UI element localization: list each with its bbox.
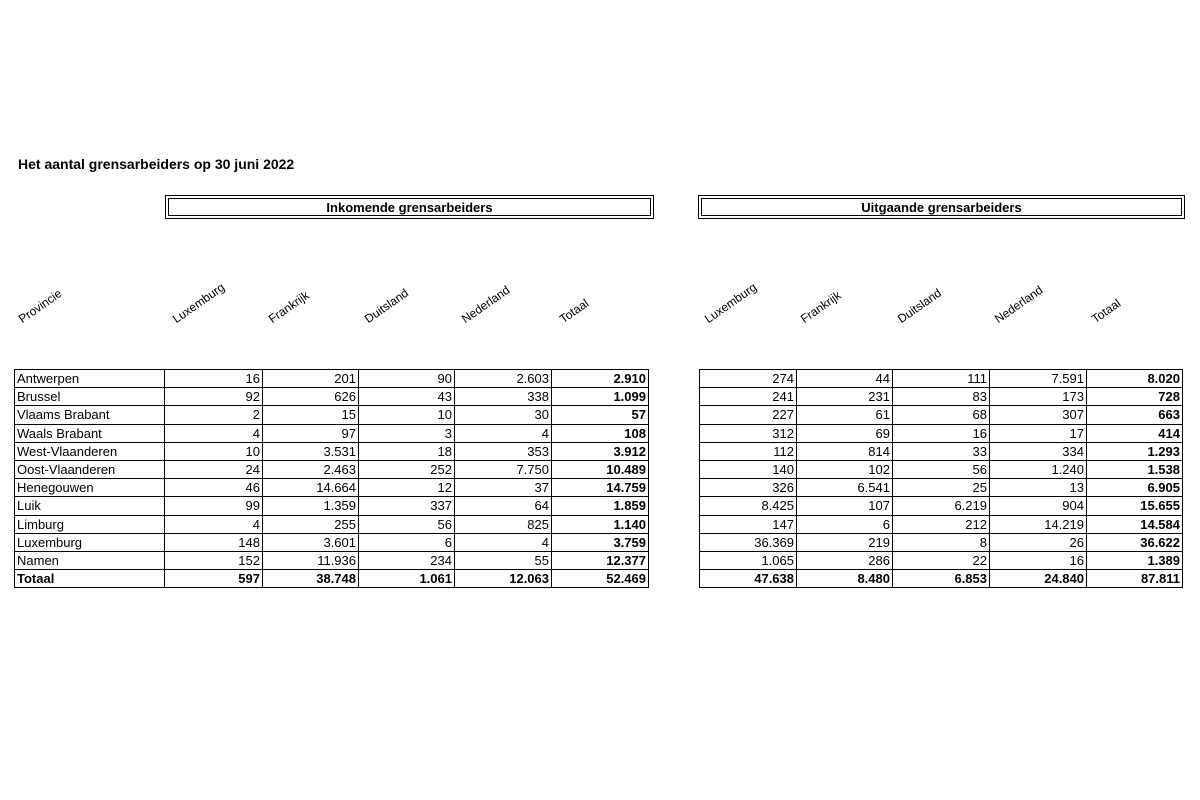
outgoing-cell: 69 — [797, 424, 893, 442]
out-col-header-luxemburg: Luxemburg — [701, 280, 760, 326]
incoming-cell: 57 — [552, 406, 649, 424]
outgoing-cell: 334 — [990, 442, 1087, 460]
outgoing-cell: 14.584 — [1087, 515, 1183, 533]
page-title: Het aantal grensarbeiders op 30 juni 2022 — [18, 156, 295, 172]
incoming-cell: 2.603 — [455, 370, 552, 388]
outgoing-cell: 68 — [893, 406, 990, 424]
incoming-cell: 1.061 — [359, 570, 455, 588]
outgoing-cell: 47.638 — [700, 570, 797, 588]
incoming-cell: 234 — [359, 551, 455, 569]
incoming-header: Inkomende grensarbeiders — [168, 198, 651, 216]
incoming-cell: 43 — [359, 388, 455, 406]
incoming-header-box — [165, 195, 654, 219]
incoming-cell: 337 — [359, 497, 455, 515]
incoming-table-row — [15, 406, 649, 424]
in-col-header-frankrijk: Frankrijk — [265, 288, 312, 326]
outgoing-cell: 1.293 — [1087, 442, 1183, 460]
outgoing-cell: 25 — [893, 479, 990, 497]
outgoing-cell: 83 — [893, 388, 990, 406]
in-col-header-totaal: Totaal — [556, 296, 592, 326]
outgoing-cell: 14.219 — [990, 515, 1087, 533]
outgoing-table-row — [700, 442, 1183, 460]
incoming-cell: 55 — [455, 551, 552, 569]
incoming-cell: 4 — [165, 424, 263, 442]
outgoing-cell: 219 — [797, 533, 893, 551]
outgoing-cell: 13 — [990, 479, 1087, 497]
outgoing-cell: 663 — [1087, 406, 1183, 424]
incoming-cell: 38.748 — [263, 570, 359, 588]
outgoing-cell: 16 — [893, 424, 990, 442]
outgoing-cell: 8.020 — [1087, 370, 1183, 388]
incoming-cell: 18 — [359, 442, 455, 460]
province-name: Namen — [15, 551, 165, 569]
incoming-cell: 10 — [359, 406, 455, 424]
incoming-cell: 201 — [263, 370, 359, 388]
outgoing-cell: 15.655 — [1087, 497, 1183, 515]
incoming-cell: 626 — [263, 388, 359, 406]
outgoing-cell: 26 — [990, 533, 1087, 551]
incoming-cell: 3.759 — [552, 533, 649, 551]
outgoing-cell: 107 — [797, 497, 893, 515]
incoming-cell: 353 — [455, 442, 552, 460]
outgoing-table-row — [700, 388, 1183, 406]
incoming-cell: 2.910 — [552, 370, 649, 388]
outgoing-cell: 56 — [893, 460, 990, 478]
outgoing-cell: 16 — [990, 551, 1087, 569]
outgoing-cell: 241 — [700, 388, 797, 406]
in-col-header-nederland: Nederland — [458, 282, 513, 326]
incoming-cell: 6 — [359, 533, 455, 551]
incoming-cell: 597 — [165, 570, 263, 588]
province-name: Vlaams Brabant — [15, 406, 165, 424]
incoming-cell: 252 — [359, 460, 455, 478]
incoming-cell: 1.859 — [552, 497, 649, 515]
outgoing-cell: 231 — [797, 388, 893, 406]
outgoing-header: Uitgaande grensarbeiders — [701, 198, 1182, 216]
outgoing-table-row — [700, 551, 1183, 569]
province-name: Oost-Vlaanderen — [15, 460, 165, 478]
incoming-table-row — [15, 442, 649, 460]
outgoing-table-row — [700, 406, 1183, 424]
incoming-cell: 4 — [455, 533, 552, 551]
incoming-cell: 64 — [455, 497, 552, 515]
outgoing-cell: 22 — [893, 551, 990, 569]
outgoing-cell: 173 — [990, 388, 1087, 406]
incoming-cell: 92 — [165, 388, 263, 406]
outgoing-cell: 1.065 — [700, 551, 797, 569]
incoming-cell: 108 — [552, 424, 649, 442]
outgoing-total-row — [700, 570, 1183, 588]
outgoing-cell: 6.219 — [893, 497, 990, 515]
outgoing-cell: 286 — [797, 551, 893, 569]
incoming-table-row — [15, 479, 649, 497]
out-col-header-nederland: Nederland — [991, 282, 1046, 326]
incoming-cell: 12.377 — [552, 551, 649, 569]
out-col-header-frankrijk: Frankrijk — [797, 288, 844, 326]
incoming-cell: 255 — [263, 515, 359, 533]
incoming-cell: 14.664 — [263, 479, 359, 497]
incoming-cell: 46 — [165, 479, 263, 497]
outgoing-cell: 8.480 — [797, 570, 893, 588]
outgoing-cell: 102 — [797, 460, 893, 478]
incoming-table-row — [15, 460, 649, 478]
province-column-header: Provincie — [15, 286, 65, 326]
outgoing-table — [699, 369, 1183, 588]
incoming-cell: 30 — [455, 406, 552, 424]
outgoing-cell: 274 — [700, 370, 797, 388]
incoming-table-row — [15, 533, 649, 551]
incoming-cell: 12 — [359, 479, 455, 497]
incoming-cell: 3.601 — [263, 533, 359, 551]
outgoing-table-row — [700, 515, 1183, 533]
outgoing-cell: 6.905 — [1087, 479, 1183, 497]
outgoing-cell: 61 — [797, 406, 893, 424]
incoming-cell: 15 — [263, 406, 359, 424]
outgoing-cell: 87.811 — [1087, 570, 1183, 588]
outgoing-cell: 112 — [700, 442, 797, 460]
province-name: Luik — [15, 497, 165, 515]
incoming-cell: 24 — [165, 460, 263, 478]
incoming-cell: 148 — [165, 533, 263, 551]
incoming-cell: 2 — [165, 406, 263, 424]
incoming-table-row — [15, 551, 649, 569]
outgoing-cell: 212 — [893, 515, 990, 533]
outgoing-cell: 36.369 — [700, 533, 797, 551]
incoming-cell: 10.489 — [552, 460, 649, 478]
incoming-cell: 11.936 — [263, 551, 359, 569]
outgoing-cell: 6.853 — [893, 570, 990, 588]
out-col-header-totaal: Totaal — [1088, 296, 1124, 326]
outgoing-cell: 1.389 — [1087, 551, 1183, 569]
incoming-cell: 3.531 — [263, 442, 359, 460]
outgoing-cell: 326 — [700, 479, 797, 497]
outgoing-table-row — [700, 460, 1183, 478]
outgoing-cell: 24.840 — [990, 570, 1087, 588]
incoming-cell: 2.463 — [263, 460, 359, 478]
outgoing-cell: 44 — [797, 370, 893, 388]
incoming-cell: 4 — [165, 515, 263, 533]
incoming-table — [14, 369, 649, 588]
incoming-table-row — [15, 515, 649, 533]
incoming-cell: 14.759 — [552, 479, 649, 497]
in-col-header-luxemburg: Luxemburg — [169, 280, 228, 326]
outgoing-cell: 1.538 — [1087, 460, 1183, 478]
province-name: West-Vlaanderen — [15, 442, 165, 460]
incoming-cell: 90 — [359, 370, 455, 388]
outgoing-cell: 728 — [1087, 388, 1183, 406]
incoming-cell: 99 — [165, 497, 263, 515]
incoming-cell: 10 — [165, 442, 263, 460]
outgoing-table-row — [700, 424, 1183, 442]
province-name: Brussel — [15, 388, 165, 406]
outgoing-cell: 6.541 — [797, 479, 893, 497]
outgoing-cell: 17 — [990, 424, 1087, 442]
incoming-cell: 52.469 — [552, 570, 649, 588]
incoming-cell: 16 — [165, 370, 263, 388]
outgoing-header-box — [698, 195, 1185, 219]
incoming-table-row — [15, 370, 649, 388]
outgoing-cell: 8.425 — [700, 497, 797, 515]
incoming-cell: 152 — [165, 551, 263, 569]
incoming-cell: 1.140 — [552, 515, 649, 533]
province-name: Luxemburg — [15, 533, 165, 551]
outgoing-cell: 227 — [700, 406, 797, 424]
province-name: Limburg — [15, 515, 165, 533]
outgoing-cell: 36.622 — [1087, 533, 1183, 551]
outgoing-cell: 6 — [797, 515, 893, 533]
incoming-table-row — [15, 424, 649, 442]
out-col-header-duitsland: Duitsland — [894, 285, 944, 326]
incoming-cell: 3 — [359, 424, 455, 442]
incoming-cell: 56 — [359, 515, 455, 533]
outgoing-cell: 814 — [797, 442, 893, 460]
in-col-header-duitsland: Duitsland — [361, 285, 411, 326]
incoming-table-row — [15, 497, 649, 515]
outgoing-cell: 1.240 — [990, 460, 1087, 478]
outgoing-cell: 307 — [990, 406, 1087, 424]
incoming-cell: 338 — [455, 388, 552, 406]
outgoing-cell: 33 — [893, 442, 990, 460]
incoming-cell: 97 — [263, 424, 359, 442]
outgoing-cell: 111 — [893, 370, 990, 388]
outgoing-table-row — [700, 497, 1183, 515]
outgoing-table-row — [700, 370, 1183, 388]
outgoing-cell: 140 — [700, 460, 797, 478]
outgoing-table-row — [700, 479, 1183, 497]
outgoing-cell: 7.591 — [990, 370, 1087, 388]
incoming-total-row — [15, 570, 649, 588]
incoming-cell: 825 — [455, 515, 552, 533]
province-name: Totaal — [15, 570, 165, 588]
incoming-cell: 7.750 — [455, 460, 552, 478]
incoming-cell: 3.912 — [552, 442, 649, 460]
incoming-cell: 37 — [455, 479, 552, 497]
province-name: Waals Brabant — [15, 424, 165, 442]
outgoing-table-row — [700, 533, 1183, 551]
incoming-cell: 1.099 — [552, 388, 649, 406]
incoming-table-row — [15, 388, 649, 406]
outgoing-cell: 414 — [1087, 424, 1183, 442]
province-name: Henegouwen — [15, 479, 165, 497]
incoming-cell: 4 — [455, 424, 552, 442]
outgoing-cell: 147 — [700, 515, 797, 533]
incoming-cell: 1.359 — [263, 497, 359, 515]
outgoing-cell: 904 — [990, 497, 1087, 515]
incoming-cell: 12.063 — [455, 570, 552, 588]
outgoing-cell: 312 — [700, 424, 797, 442]
outgoing-cell: 8 — [893, 533, 990, 551]
province-name: Antwerpen — [15, 370, 165, 388]
